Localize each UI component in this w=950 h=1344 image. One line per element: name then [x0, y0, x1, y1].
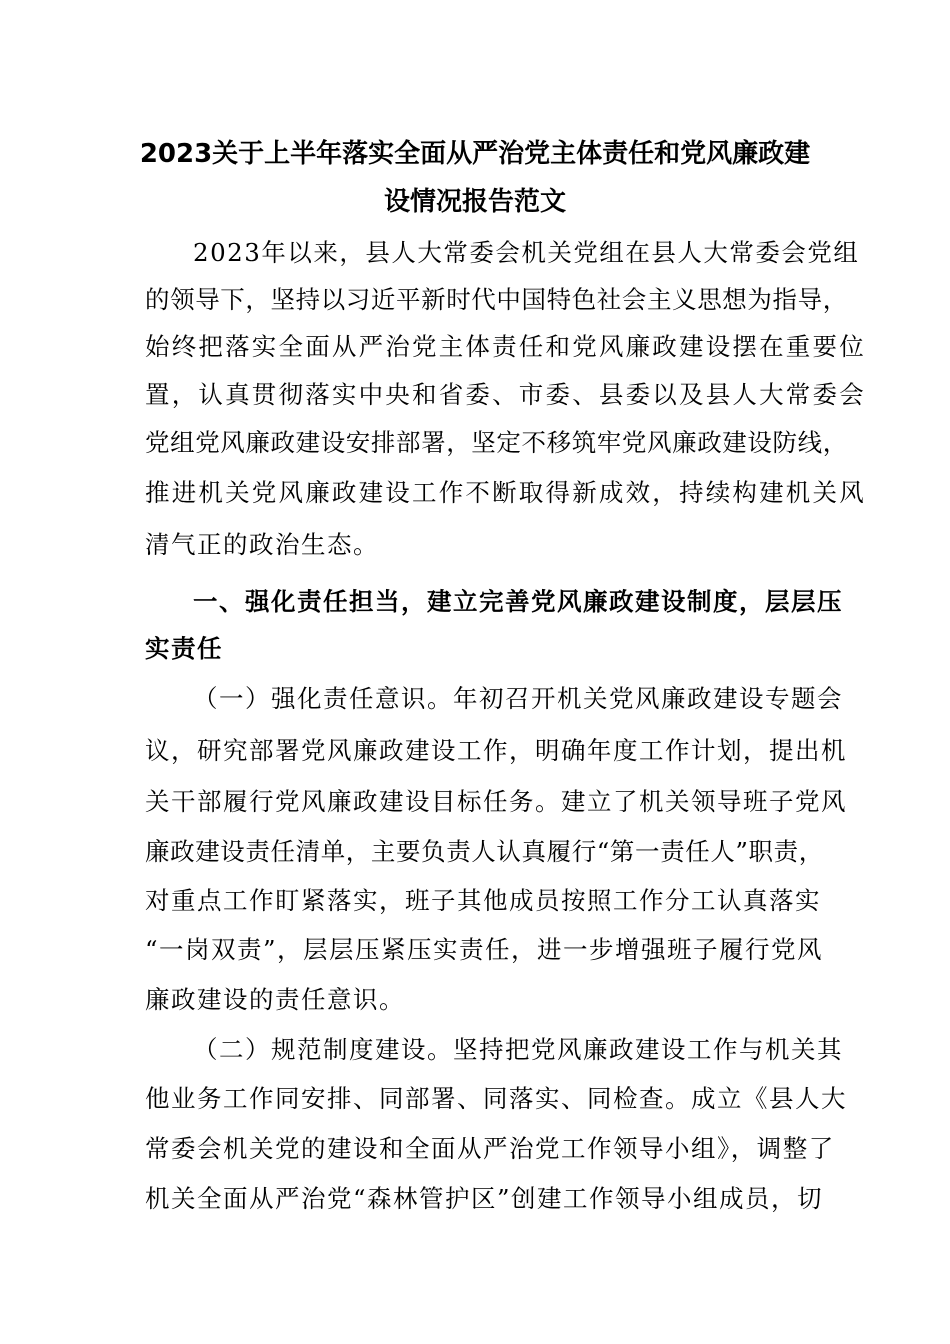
paragraph-line: 议，研究部署党风廉政建设工作，明确年度工作计划，提出机	[145, 736, 847, 765]
paragraph-line: “一岗双责”，层层压紧压实责任，进一步增强班子履行党风	[145, 935, 824, 964]
document-title-line-2: 设情况报告范文	[383, 187, 566, 217]
paragraph-line: 廉政建设的责任意识。	[145, 985, 405, 1014]
document-title-line-1: 2023关于上半年落实全面从严治党主体责任和党风廉政建	[139, 139, 811, 169]
paragraph-line: 廉政建设责任清单，主要负责人认真履行“第一责任人”职责，	[145, 837, 824, 866]
paragraph-line: 2023年以来，县人大常委会机关党组在县人大常委会党组	[193, 238, 860, 267]
paragraph-line: 机关全面从严治党“森林管护区”创建工作领导小组成员，切	[145, 1184, 824, 1213]
heading-line: 一、强化责任担当，建立完善党风廉政建设制度，层层压	[193, 587, 843, 616]
paragraph-line: 他业务工作同安排、同部署、同落实、同检查。成立《县人大	[145, 1084, 847, 1113]
paragraph-line: 常委会机关党的建设和全面从严治党工作领导小组》，调整了	[145, 1134, 835, 1163]
paragraph-line: （二）规范制度建设。坚持把党风廉政建设工作与机关其	[193, 1035, 843, 1064]
paragraph-line: 推进机关党风廉政建设工作不断取得新成效，持续构建机关风	[145, 478, 866, 507]
paragraph-line: 始终把落实全面从严治党主体责任和党风廉政建设摆在重要位	[145, 332, 866, 361]
heading-line: 实责任	[145, 634, 223, 663]
paragraph-line: （一）强化责任意识。年初召开机关党风廉政建设专题会	[193, 684, 843, 713]
paragraph-line: 的领导下，坚持以习近平新时代中国特色社会主义思想为指导，	[145, 285, 848, 314]
paragraph-line: 对重点工作盯紧落实，班子其他成员按照工作分工认真落实	[145, 886, 821, 915]
paragraph-line: 关干部履行党风廉政建设目标任务。建立了机关领导班子党风	[145, 787, 847, 816]
paragraph-line: 清气正的政治生态。	[145, 530, 379, 559]
paragraph-line: 党组党风廉政建设安排部署，坚定不移筑牢党风廉政建设防线，	[145, 428, 848, 457]
paragraph-line: 置，认真贯彻落实中央和省委、市委、县委以及县人大常委会	[145, 380, 866, 409]
